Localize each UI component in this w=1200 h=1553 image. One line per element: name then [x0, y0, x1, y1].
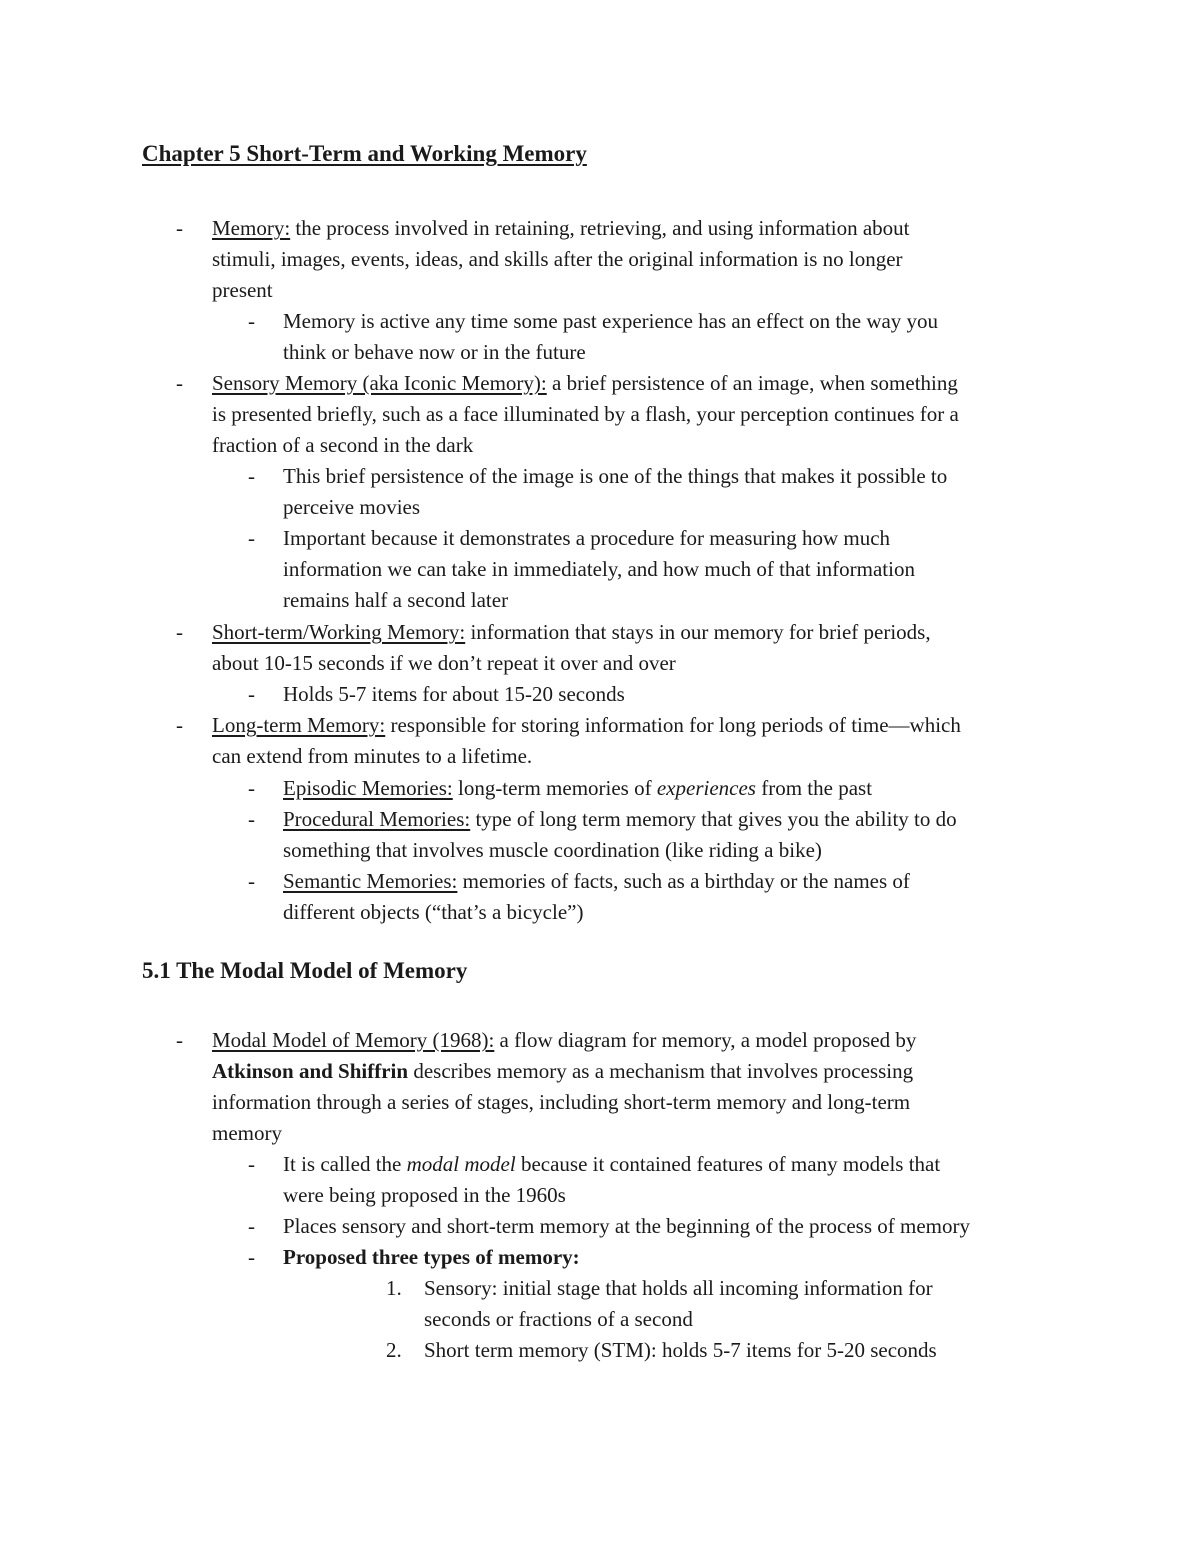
chapter-title: Chapter 5 Short-Term and Working Memory [142, 141, 587, 166]
sensory-memory-term: Sensory Memory (aka Iconic Memory): [212, 371, 547, 395]
sensory-sub-point: remains half a second later [283, 588, 509, 612]
modal-model-sub-point: It is called the modal model because it contained features of many models that [283, 1152, 941, 1176]
semantic-memories-line: Semantic Memories: memories of facts, such as a birthday or the names of [283, 869, 910, 893]
procedural-memories-line: something that involves muscle coordination (like riding a bike) [283, 838, 822, 862]
sensory-sub-point: Important because it demonstrates a procedure for measuring how much [283, 526, 891, 550]
modal-model-definition-line: information through a series of stages, including short-term memory and long-term [212, 1090, 911, 1114]
long-term-memory-term: Long-term Memory: [212, 713, 386, 737]
sensory-sub-point: This brief persistence of the image is one of the things that makes it possible to [283, 464, 948, 488]
bullet-dash: - [176, 620, 183, 644]
list-number: 2. [386, 1338, 402, 1362]
memory-term: Memory: [212, 216, 291, 240]
sensory-sub-point: perceive movies [283, 495, 421, 519]
bullet-dash: - [176, 371, 183, 395]
memory-definition-line: Memory: the process involved in retaining, retrieving, and using information about [212, 216, 910, 240]
long-term-definition-line: can extend from minutes to a lifetime. [212, 744, 533, 768]
section-heading: 5.1 The Modal Model of Memory [142, 958, 468, 983]
sensory-definition-line: fraction of a second in the dark [212, 433, 474, 457]
short-term-memory-term: Short-term/Working Memory: [212, 620, 466, 644]
bullet-dash: - [248, 807, 255, 831]
bullet-dash: - [248, 1214, 255, 1238]
numbered-list-item: Sensory: initial stage that holds all incoming information for [424, 1276, 933, 1300]
modal-model-sub-point: Proposed three types of memory: [283, 1245, 580, 1269]
modal-model-definition-line: memory [212, 1121, 282, 1145]
modal-model-sub-point: were being proposed in the 1960s [283, 1183, 566, 1207]
memory-definition-line: present [212, 278, 273, 302]
sensory-definition-line: is presented briefly, such as a face illuminated by a flash, your perception continues for a [212, 402, 959, 426]
bullet-dash: - [248, 464, 255, 488]
sensory-sub-point: information we can take in immediately, and how much of that information [283, 557, 915, 581]
modal-model-definition-line: Atkinson and Shiffrin describes memory as a mechanism that involves processing [212, 1059, 914, 1083]
short-term-definition-line: Short-term/Working Memory: information that stays in our memory for brief periods, [212, 620, 931, 644]
episodic-memories-line: Episodic Memories: long-term memories of experiences from the past [283, 776, 873, 800]
modal-model-sub-point: Places sensory and short-term memory at the beginning of the process of memory [283, 1214, 970, 1238]
long-term-definition-line: Long-term Memory: responsible for storing information for long periods of time—which [212, 713, 961, 737]
list-number: 1. [386, 1276, 402, 1300]
sensory-definition-line: Sensory Memory (aka Iconic Memory): a brief persistence of an image, when something [212, 371, 958, 395]
memory-sub-point: think or behave now or in the future [283, 340, 586, 364]
memory-sub-point: Memory is active any time some past experience has an effect on the way you [283, 309, 939, 333]
episodic-memories-term: Episodic Memories: [283, 776, 453, 800]
semantic-memories-line: different objects (“that’s a bicycle”) [283, 900, 584, 924]
memory-definition-line: stimuli, images, events, ideas, and skills after the original information is no longer [212, 247, 903, 271]
procedural-memories-line: Procedural Memories: type of long term memory that gives you the ability to do [283, 807, 957, 831]
bullet-dash: - [176, 1028, 183, 1052]
bullet-dash: - [248, 526, 255, 550]
modal-model-definition-line: Modal Model of Memory (1968): a flow diagram for memory, a model proposed by [212, 1028, 917, 1052]
short-term-sub-point: Holds 5-7 items for about 15-20 seconds [283, 682, 625, 706]
semantic-memories-term: Semantic Memories: [283, 869, 458, 893]
modal-model-term: Modal Model of Memory (1968): [212, 1028, 495, 1052]
numbered-list-item: seconds or fractions of a second [424, 1307, 693, 1331]
bullet-dash: - [248, 1245, 255, 1269]
bullet-dash: - [248, 682, 255, 706]
short-term-definition-line: about 10-15 seconds if we don’t repeat it over and over [212, 651, 676, 675]
bullet-dash: - [248, 776, 255, 800]
authors-name: Atkinson and Shiffrin [212, 1059, 409, 1083]
bullet-dash: - [176, 216, 183, 240]
numbered-list-item: Short term memory (STM): holds 5-7 items for 5-20 seconds [424, 1338, 937, 1362]
procedural-memories-term: Procedural Memories: [283, 807, 471, 831]
bullet-dash: - [248, 309, 255, 333]
bullet-dash: - [176, 713, 183, 737]
bullet-dash: - [248, 1152, 255, 1176]
bullet-dash: - [248, 869, 255, 893]
